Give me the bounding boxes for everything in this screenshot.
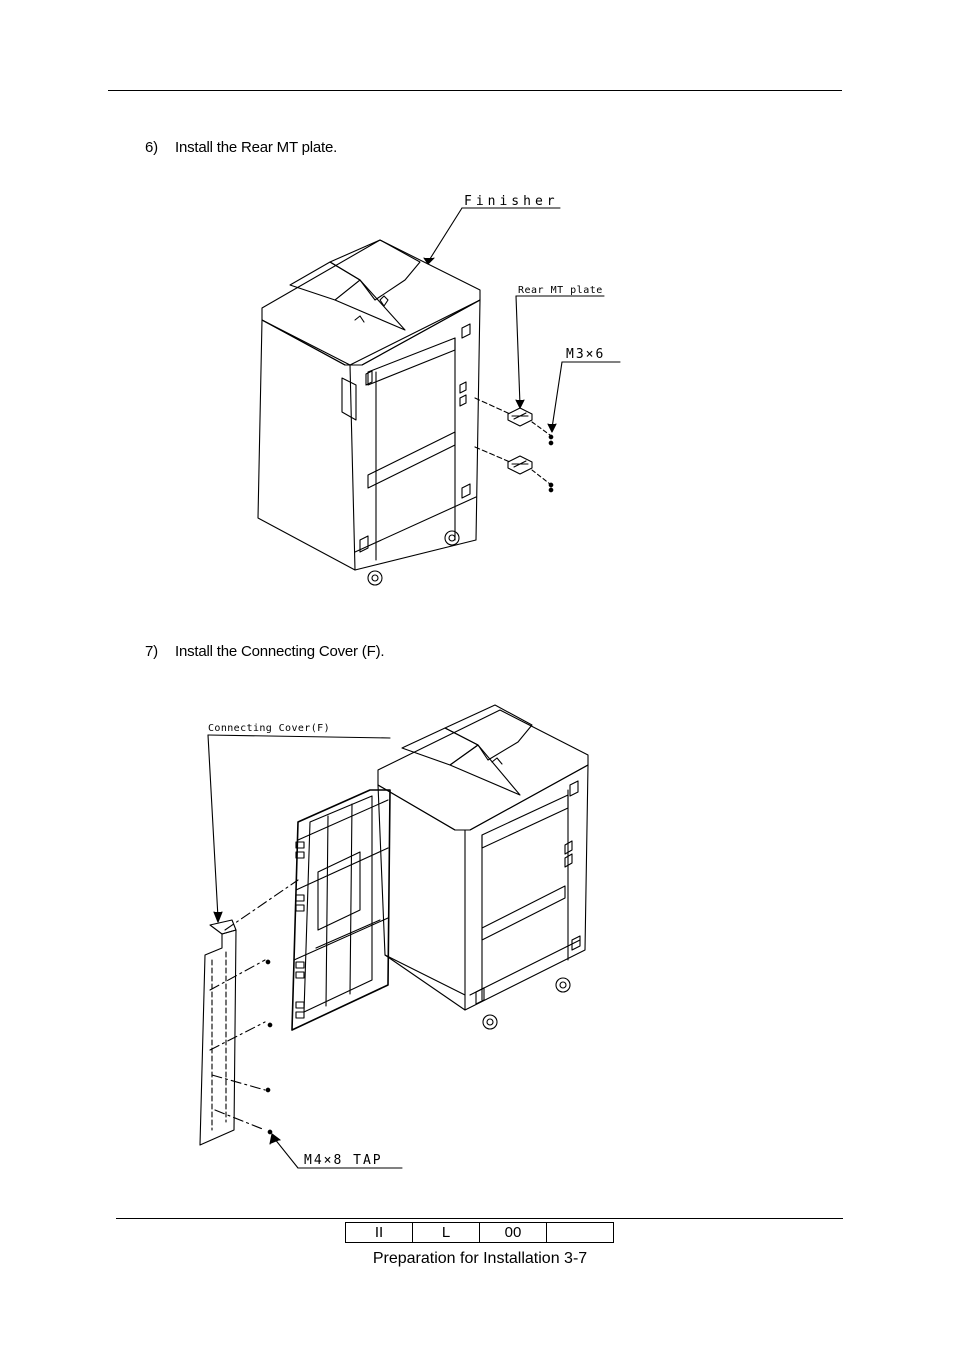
revision-table (345, 1222, 614, 1243)
finisher-front-frame (465, 765, 588, 1010)
label-connecting-cover: Connecting Cover(F) (208, 723, 330, 734)
connecting-cover-panel (292, 790, 390, 1030)
label-finisher: Finisher (464, 194, 559, 209)
screw-m4 (268, 1130, 272, 1134)
label-screw-m3x6: M3×6 (566, 347, 606, 362)
caster (556, 978, 570, 992)
revision-cell (547, 1223, 614, 1243)
caster (368, 571, 382, 585)
revision-cell: 00 (480, 1223, 547, 1243)
label-rear-mt-plate: Rear MT plate (518, 285, 603, 296)
rear-mt-plate-lower (508, 456, 532, 474)
revision-cell: II (346, 1223, 413, 1243)
finisher-top (378, 710, 588, 830)
footer-page-title: Preparation for Installation 3-7 (372, 1250, 588, 1267)
screw-m4 (266, 1088, 270, 1092)
rear-mt-plate-upper (508, 408, 532, 426)
step-7-number: 7) (145, 643, 158, 660)
footer-rule (116, 1218, 843, 1219)
caster (445, 531, 459, 545)
screw-m3 (549, 435, 553, 439)
figure-1-finisher-drawing (258, 208, 620, 585)
finisher-top (262, 240, 480, 365)
step-7-text: Install the Connecting Cover (F). (175, 643, 385, 660)
step-6-number: 6) (145, 139, 158, 156)
step-6-text: Install the Rear MT plate. (175, 139, 338, 156)
label-screw-m4x8-tap: M4×8 TAP (304, 1153, 383, 1168)
screw-m4 (268, 1023, 272, 1027)
revision-cell: L (413, 1223, 480, 1243)
screw-m3 (549, 483, 553, 487)
finisher-front-frame (350, 300, 480, 570)
figure-2-connecting-cover-drawing (200, 705, 588, 1168)
finisher-left-panel (258, 320, 355, 570)
caster (483, 1015, 497, 1029)
screw-m4 (266, 960, 270, 964)
